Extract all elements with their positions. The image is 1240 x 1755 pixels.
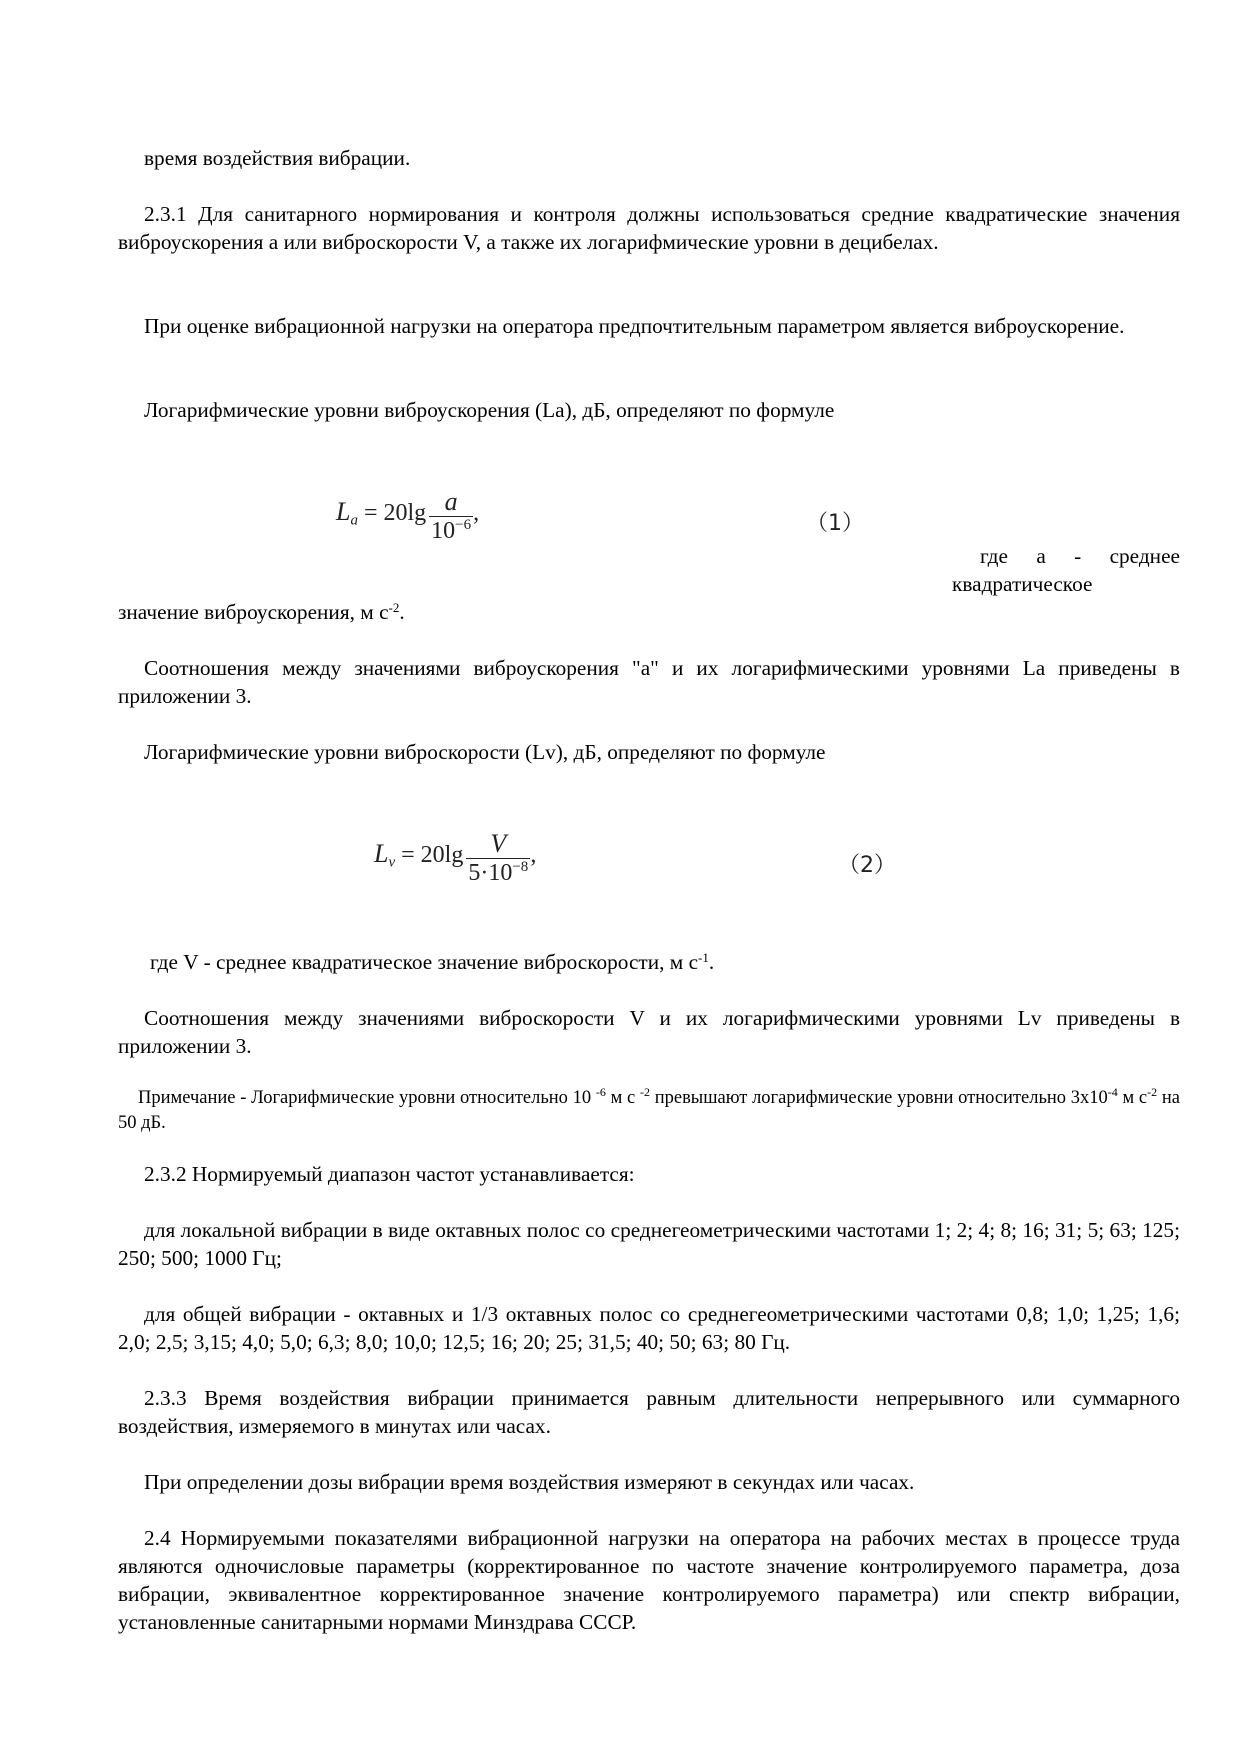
- formula-2-denominator: [466, 858, 530, 887]
- formula-1-lhs: L: [336, 497, 351, 527]
- formula-1-eq: = 20lg: [357, 500, 427, 527]
- formula-1-fraction: [429, 488, 473, 545]
- formula-2: [374, 830, 536, 887]
- paragraph-2-3-1: 2.3.1 Для санитарного нормирования и контроля должны использоваться средние квадратические значения виброускорения а или виброскорости V, а также их логарифмические уровни в децибелах.: [118, 202, 1180, 254]
- acceleration-unit-exp: -2: [388, 600, 400, 615]
- where-v-end: .: [708, 950, 715, 974]
- formula-2-lhs: L: [374, 839, 389, 869]
- paragraph-2-4: 2.4 Нормируемыми показателями вибрационной нагрузки на оператора на рабочих местах в процессе труда являются одночисловые параметры (корректированное по частоте значение контролируемого параметра, доза вибрации, эквивалентное корректированное значение контролируемого параметра) или спектр вибрации, установленные санитарными нормами Минздрава СССР.: [118, 1526, 1180, 1634]
- formula-1-den-base: 10: [431, 518, 456, 544]
- formula-2-numerator: V: [490, 829, 507, 858]
- paragraph-general-vibration: для общей вибрации - октавных и 1/3 октавных полос со среднегеометрическими частотами 0,8; 1,0; 1,25; 1,6; 2,0; 2,5; 3,15; 4,0; 5,0; 6,3; 8,0; 10,0; 12,5; 16; 20; 25; 31,5; 40; 50; 63; 80 Гц.: [118, 1302, 1180, 1354]
- where-v-exp: -1: [698, 950, 709, 965]
- paragraph-la-formula-intro: Логарифмические уровни виброускорения (La), дБ, определяют по формуле: [144, 398, 835, 422]
- note-exp-1: -6: [595, 1085, 606, 1099]
- formula-2-den-base: 5·10: [468, 860, 513, 886]
- where-v-text: где V - среднее квадратическое значение виброскорости, м с: [150, 950, 699, 974]
- paragraph-dose-time: При определении дозы вибрации время воздействия измеряют в секундах или часах.: [144, 1470, 915, 1494]
- formula-1-lhs-sub: a: [350, 512, 358, 529]
- paragraph-lv-formula-intro: Логарифмические уровни виброскорости (Lv), дБ, определяют по формуле: [144, 740, 826, 764]
- paragraph-lv-relations: Соотношения между значениями виброскорости V и их логарифмическими уровнями Lv приведены в приложении 3.: [118, 1006, 1180, 1058]
- formula-2-number: （2）: [838, 853, 896, 878]
- formula-2-eq: = 20lg: [395, 842, 464, 869]
- paragraph-where-v: [118, 948, 1180, 976]
- paragraph-exposure-time: время воздействия вибрации.: [144, 146, 411, 170]
- acceleration-unit-text: значение виброускорения, м с: [118, 600, 389, 624]
- note-text-b: м с: [605, 1088, 640, 1108]
- formula-2-fraction: [466, 830, 530, 887]
- note-exp-4: -2: [1147, 1085, 1158, 1099]
- paragraph-2-3-3: 2.3.3 Время воздействия вибрации принимается равным длительности непрерывного или суммарного воздействия, измеряемого в минутах или часах.: [118, 1386, 1180, 1438]
- formula-2-tail: ,: [530, 842, 537, 869]
- formula-1-denominator: [429, 516, 473, 545]
- note-text-d: м с: [1117, 1088, 1148, 1108]
- where-a-text-line2: квадратическое: [952, 572, 1093, 596]
- formula-2-den-exp: −8: [512, 859, 529, 875]
- acceleration-unit-end: .: [399, 600, 405, 624]
- formula-1-tail: ,: [473, 500, 480, 527]
- note-text-e: на 50 дБ.: [118, 1088, 1180, 1133]
- paragraph-la-relations: Соотношения между значениями виброускорения "а" и их логарифмическими уровнями La приведены в приложении 3.: [118, 656, 1180, 708]
- formula-1: [336, 488, 479, 545]
- paragraph-acceleration-unit: [118, 598, 1180, 626]
- note-exp-3: -4: [1107, 1085, 1118, 1099]
- paragraph-preferred-parameter: При оценке вибрационной нагрузки на оператора предпочтительным параметром является виброускорение.: [144, 314, 1125, 338]
- note-text-c: превышают логарифмические уровни относительно 3x10: [649, 1088, 1108, 1108]
- paragraph-2-3-2: 2.3.2 Нормируемый диапазон частот устанавливается:: [144, 1162, 635, 1186]
- paragraph-local-vibration: для локальной вибрации в виде октавных полос со среднегеометрическими частотами 1; 2; 4; 8; 16; 31; 5; 63; 125; 250; 500; 1000 Гц;: [118, 1218, 1180, 1270]
- formula-1-numerator: a: [444, 487, 458, 516]
- formula-1-number: （1）: [806, 511, 864, 536]
- formula-2-lhs-sub: v: [388, 854, 396, 871]
- note-text-a: Примечание - Логарифмические уровни относительно 10: [138, 1088, 596, 1108]
- note-exp-2: -2: [639, 1085, 650, 1099]
- paragraph-note: [118, 1086, 1180, 1136]
- formula-1-den-exp: −6: [455, 517, 472, 533]
- where-a-text-line1: где а - среднее: [980, 544, 1180, 568]
